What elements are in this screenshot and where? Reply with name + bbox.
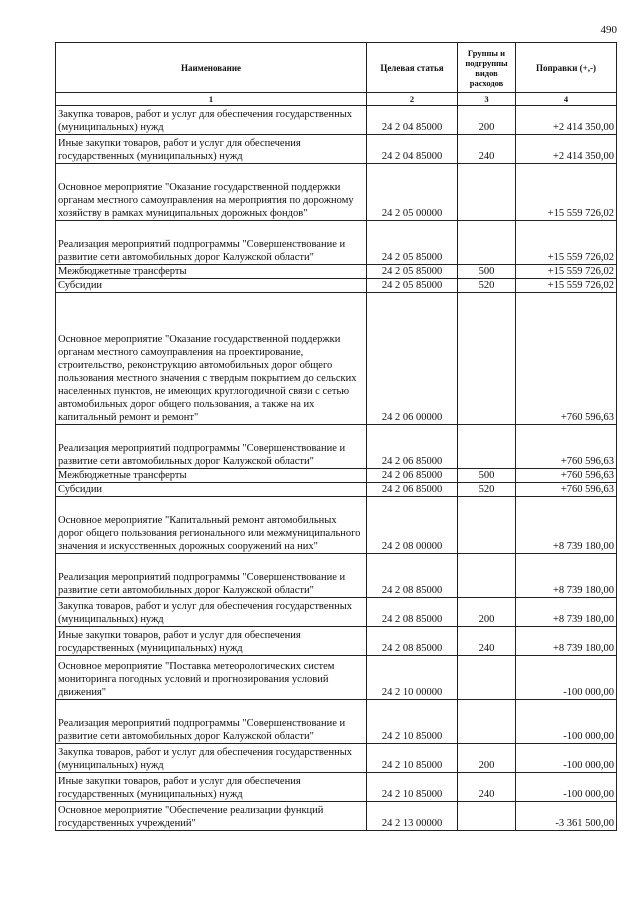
row-name: Закупка товаров, работ и услуг для обеспечения государственных (муниципальных) нужд	[56, 598, 367, 627]
row-amount: +15 559 726,02	[516, 279, 617, 293]
row-group	[458, 497, 516, 554]
row-group: 200	[458, 598, 516, 627]
table-row	[56, 279, 617, 293]
row-target: 24 2 05 00000	[367, 164, 458, 221]
table-row	[56, 425, 617, 469]
header-change: Поправки (+,-)	[516, 43, 617, 93]
header-target: Целевая статья	[367, 43, 458, 93]
table-row	[56, 598, 617, 627]
row-target: 24 2 06 85000	[367, 469, 458, 483]
row-target: 24 2 10 85000	[367, 773, 458, 802]
row-group: 200	[458, 106, 516, 135]
budget-table	[55, 42, 617, 831]
table-header-row	[56, 43, 617, 93]
row-group	[458, 700, 516, 744]
table-row	[56, 627, 617, 656]
row-group: 520	[458, 279, 516, 293]
header-group: Группы и подгруппы видов расходов	[458, 43, 516, 93]
row-target: 24 2 08 85000	[367, 598, 458, 627]
row-amount: -100 000,00	[516, 656, 617, 700]
row-group: 200	[458, 744, 516, 773]
row-target: 24 2 08 00000	[367, 497, 458, 554]
row-amount: +760 596,63	[516, 293, 617, 425]
row-amount: +8 739 180,00	[516, 598, 617, 627]
table-row	[56, 483, 617, 497]
table-row	[56, 802, 617, 831]
row-name: Основное мероприятие "Оказание государственной поддержки органам местного самоуправления на проектирование, строительство, реконструкцию автомобильных дорог общего пользования местного значения с твердым покрытием до сельских населенных пунктов, не имеющих круглогодичной связи с сетью автомобильных дорог общего пользования, а также на их капитальный ремонт и ремонт"	[56, 293, 367, 425]
table-body	[56, 106, 617, 831]
row-name: Субсидии	[56, 483, 367, 497]
row-name: Иные закупки товаров, работ и услуг для обеспечения государственных (муниципальных) нужд	[56, 135, 367, 164]
row-name: Основное мероприятие "Обеспечение реализации функций государственных учреждений"	[56, 802, 367, 831]
page-number: 490	[600, 24, 617, 36]
table-row	[56, 106, 617, 135]
column-number-1: 1	[56, 93, 367, 106]
row-group	[458, 802, 516, 831]
row-name: Закупка товаров, работ и услуг для обеспечения государственных (муниципальных) нужд	[56, 744, 367, 773]
row-group	[458, 554, 516, 598]
table-row	[56, 744, 617, 773]
row-target: 24 2 06 00000	[367, 293, 458, 425]
row-group	[458, 425, 516, 469]
row-target: 24 2 05 85000	[367, 279, 458, 293]
header-name: Наименование	[56, 43, 367, 93]
table-row	[56, 135, 617, 164]
row-name: Реализация мероприятий подпрограммы "Совершенствование и развитие сети автомобильных дорог Калужской области"	[56, 425, 367, 469]
row-name: Основное мероприятие "Капитальный ремонт автомобильных дорог общего пользования регионального или межмуниципального значения и искусственных дорожных сооружений на них"	[56, 497, 367, 554]
row-target: 24 2 05 85000	[367, 265, 458, 279]
row-amount: -100 000,00	[516, 744, 617, 773]
row-target: 24 2 13 00000	[367, 802, 458, 831]
row-target: 24 2 04 85000	[367, 135, 458, 164]
row-group: 500	[458, 265, 516, 279]
row-group	[458, 221, 516, 265]
row-amount: -100 000,00	[516, 773, 617, 802]
row-amount: +15 559 726,02	[516, 164, 617, 221]
row-amount: +15 559 726,02	[516, 265, 617, 279]
row-target: 24 2 10 85000	[367, 700, 458, 744]
row-name: Основное мероприятие "Оказание государственной поддержки органам местного самоуправления на мероприятия по дорожному хозяйству в рамках муниципальных дорожных фондов"	[56, 164, 367, 221]
table-row	[56, 265, 617, 279]
table-row	[56, 554, 617, 598]
row-group: 520	[458, 483, 516, 497]
table-row	[56, 773, 617, 802]
row-name: Реализация мероприятий подпрограммы "Совершенствование и развитие сети автомобильных дорог Калужской области"	[56, 700, 367, 744]
row-name: Иные закупки товаров, работ и услуг для обеспечения государственных (муниципальных) нужд	[56, 627, 367, 656]
table-row	[56, 221, 617, 265]
column-number-row	[56, 93, 617, 106]
row-target: 24 2 05 85000	[367, 221, 458, 265]
table-row	[56, 656, 617, 700]
row-amount: +15 559 726,02	[516, 221, 617, 265]
row-amount: +760 596,63	[516, 469, 617, 483]
table-row	[56, 700, 617, 744]
row-amount: +2 414 350,00	[516, 106, 617, 135]
row-amount: +2 414 350,00	[516, 135, 617, 164]
column-number-3: 3	[458, 93, 516, 106]
row-amount: +760 596,63	[516, 425, 617, 469]
column-number-4: 4	[516, 93, 617, 106]
row-amount: -3 361 500,00	[516, 802, 617, 831]
row-name: Реализация мероприятий подпрограммы "Совершенствование и развитие сети автомобильных дорог Калужской области"	[56, 221, 367, 265]
row-amount: +760 596,63	[516, 483, 617, 497]
row-group	[458, 656, 516, 700]
row-group: 240	[458, 135, 516, 164]
table-row	[56, 164, 617, 221]
row-group: 240	[458, 773, 516, 802]
row-name: Межбюджетные трансферты	[56, 469, 367, 483]
row-name: Закупка товаров, работ и услуг для обеспечения государственных (муниципальных) нужд	[56, 106, 367, 135]
row-name: Межбюджетные трансферты	[56, 265, 367, 279]
row-target: 24 2 10 00000	[367, 656, 458, 700]
row-amount: +8 739 180,00	[516, 497, 617, 554]
row-group: 500	[458, 469, 516, 483]
table-row	[56, 469, 617, 483]
row-group: 240	[458, 627, 516, 656]
row-target: 24 2 08 85000	[367, 554, 458, 598]
row-group	[458, 164, 516, 221]
column-number-2: 2	[367, 93, 458, 106]
table-row	[56, 293, 617, 425]
row-name: Реализация мероприятий подпрограммы "Совершенствование и развитие сети автомобильных дорог Калужской области"	[56, 554, 367, 598]
row-amount: +8 739 180,00	[516, 627, 617, 656]
row-name: Субсидии	[56, 279, 367, 293]
row-amount: -100 000,00	[516, 700, 617, 744]
table-row	[56, 497, 617, 554]
row-name: Основное мероприятие "Поставка метеорологических систем мониторинга погодных условий и прогнозирования условий движения"	[56, 656, 367, 700]
row-target: 24 2 08 85000	[367, 627, 458, 656]
row-amount: +8 739 180,00	[516, 554, 617, 598]
row-target: 24 2 10 85000	[367, 744, 458, 773]
row-name: Иные закупки товаров, работ и услуг для обеспечения государственных (муниципальных) нужд	[56, 773, 367, 802]
row-target: 24 2 04 85000	[367, 106, 458, 135]
row-target: 24 2 06 85000	[367, 425, 458, 469]
row-target: 24 2 06 85000	[367, 483, 458, 497]
row-group	[458, 293, 516, 425]
